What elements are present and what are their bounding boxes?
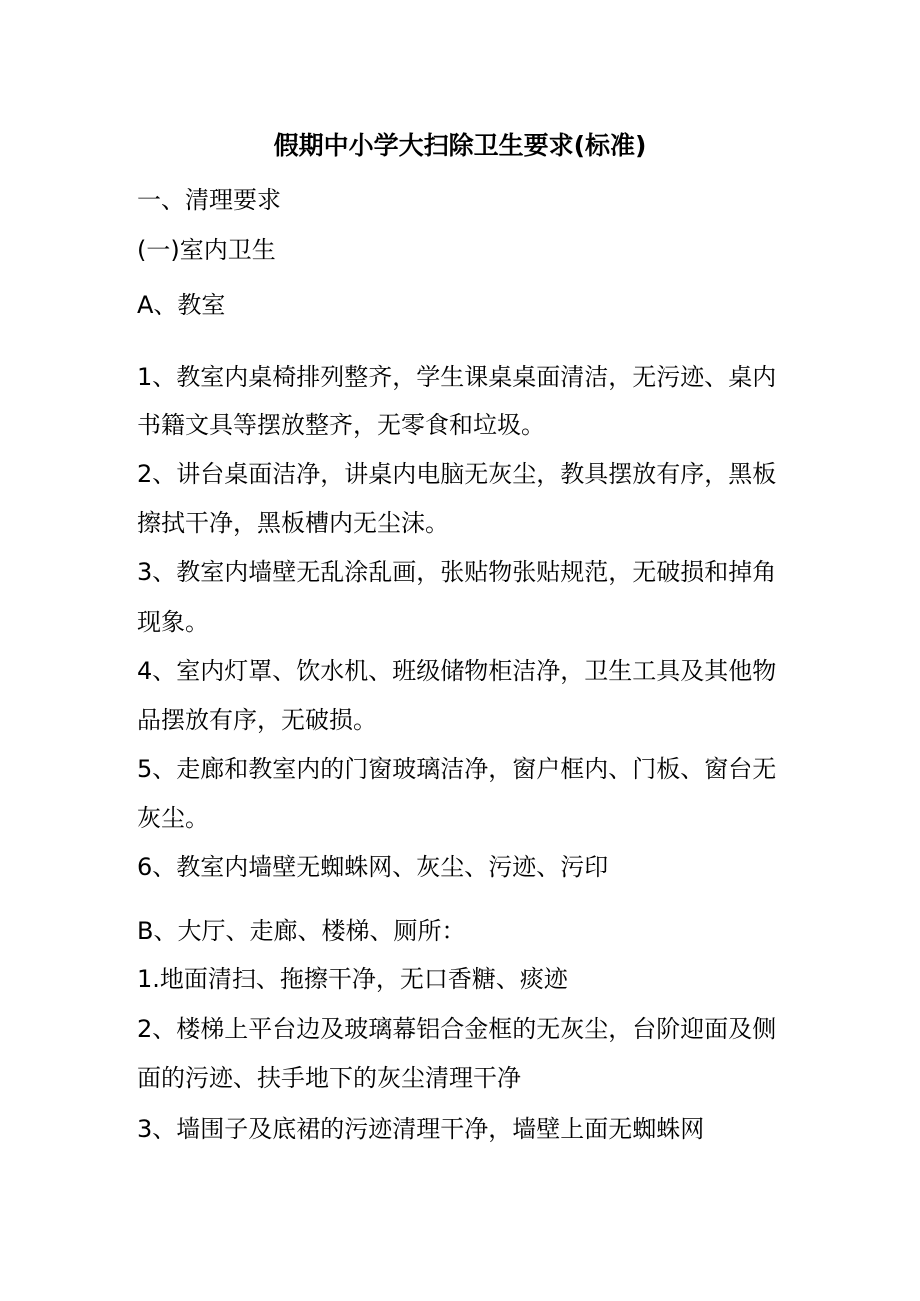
- document-title: 假期中小学大扫除卫生要求(标准): [273, 131, 647, 160]
- paragraph-line: 面的污迹、扶手地下的灰尘清理干净: [137, 1064, 521, 1092]
- category-heading-hallways: B、大厅、走廊、楼梯、厕所：: [137, 917, 466, 945]
- paragraph-line: 4、室内灯罩、饮水机、班级储物柜洁净，卫生工具及其他物: [137, 657, 777, 685]
- paragraph-line: 灰尘。: [137, 804, 209, 832]
- paragraph-line: 1、教室内桌椅排列整齐，学生课桌桌面清洁，无污迹、桌内: [137, 363, 777, 391]
- paragraph-line: 3、教室内墙壁无乱涂乱画，张贴物张贴规范，无破损和掉角: [137, 558, 777, 586]
- section-heading-requirements: 一、清理要求: [137, 186, 281, 214]
- paragraph-line: 1.地面清扫、拖擦干净，无口香糖、痰迹: [137, 965, 568, 993]
- paragraph-line: 2、讲台桌面洁净，讲桌内电脑无灰尘，教具摆放有序，黑板: [137, 460, 777, 488]
- paragraph-line: 2、楼梯上平台边及玻璃幕铝合金框的无灰尘，台阶迎面及侧: [137, 1015, 777, 1043]
- paragraph-line: 品摆放有序，无破损。: [137, 706, 377, 734]
- subsection-heading-indoor: (一)室内卫生: [137, 236, 276, 264]
- category-heading-classroom: A、教室: [137, 291, 226, 319]
- paragraph-line: 书籍文具等摆放整齐，无零食和垃圾。: [137, 411, 545, 439]
- paragraph-line: 3、墙围子及底裙的污迹清理干净，墙壁上面无蜘蛛网: [137, 1115, 705, 1143]
- paragraph-line: 5、走廊和教室内的门窗玻璃洁净，窗户框内、门板、窗台无: [137, 755, 777, 783]
- paragraph-line: 擦拭干净，黑板槽内无尘沫。: [137, 509, 449, 537]
- paragraph-line: 6、教室内墙壁无蜘蛛网、灰尘、污迹、污印: [137, 853, 609, 881]
- paragraph-line: 现象。: [137, 608, 209, 636]
